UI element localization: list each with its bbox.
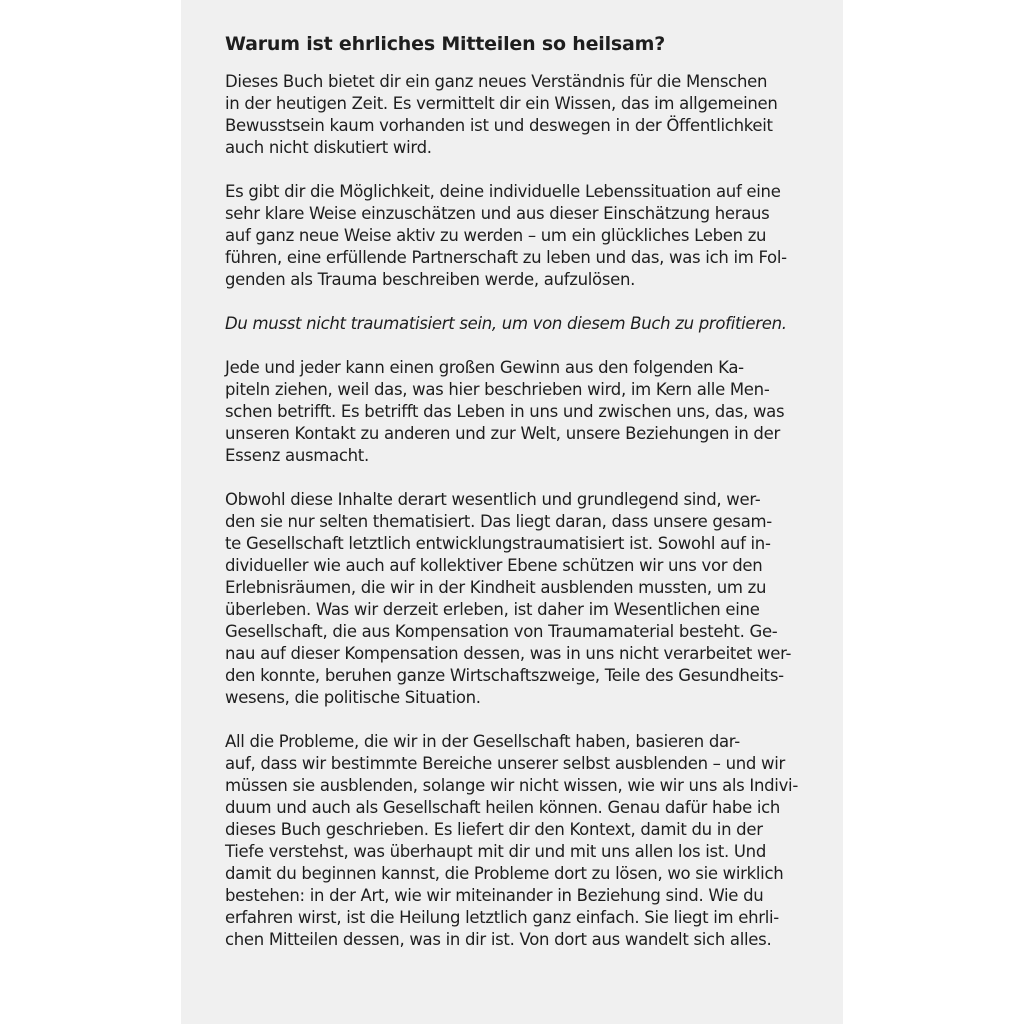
text-line: schen betrifft. Es betrifft das Leben in uns und zwischen uns, das, was: [225, 402, 785, 421]
text-line: Jede und jeder kann einen großen Gewinn aus den folgenden Ka-: [225, 358, 744, 377]
text-line: Bewusstsein kaum vorhanden ist und deswegen in der Öffentlichkeit: [225, 116, 773, 135]
paragraph-1: [225, 181, 805, 291]
text-line: Gesellschaft, die aus Kompensation von Traumamaterial besteht. Ge-: [225, 622, 778, 641]
paragraph-3: [225, 357, 805, 467]
page-content: [225, 30, 805, 951]
text-line: piteln ziehen, weil das, was hier beschrieben wird, im Kern alle Men-: [225, 380, 770, 399]
text-line: bestehen: in der Art, wie wir miteinander in Beziehung sind. Wie du: [225, 886, 764, 905]
text-line: in der heutigen Zeit. Es vermittelt dir ein Wissen, das im allgemeinen: [225, 94, 778, 113]
text-line: Erlebnisräumen, die wir in der Kindheit ausblenden mussten, um zu: [225, 578, 767, 597]
text-line: führen, eine erfüllende Partnerschaft zu leben und das, was ich im Fol-: [225, 248, 787, 267]
text-line: All die Probleme, die wir in der Gesellschaft haben, basieren dar-: [225, 732, 740, 751]
paragraph-4: [225, 489, 805, 709]
text-line: te Gesellschaft letztlich entwicklungstraumatisiert ist. Sowohl auf in-: [225, 534, 771, 553]
text-line: genden als Trauma beschreiben werde, aufzulösen.: [225, 270, 636, 289]
text-line: auch nicht diskutiert wird.: [225, 138, 432, 157]
text-line: dividueller wie auch auf kollektiver Ebene schützen wir uns vor den: [225, 556, 763, 575]
text-line: Du musst nicht traumatisiert sein, um von diesem Buch zu profitieren.: [225, 314, 787, 333]
text-line: auf ganz neue Weise aktiv zu werden – um ein glückliches Leben zu: [225, 226, 767, 245]
text-line: den konnte, beruhen ganze Wirtschaftszweige, Teile des Gesundheits-: [225, 666, 784, 685]
chapter-title: Warum ist ehrliches Mitteilen so heilsam?: [225, 33, 666, 55]
italic-statement: [225, 313, 805, 335]
lead-paragraph: [225, 71, 805, 159]
text-line: wesens, die politische Situation.: [225, 688, 481, 707]
text-line: unseren Kontakt zu anderen und zur Welt, unsere Beziehungen in der: [225, 424, 780, 443]
text-line: chen Mitteilen dessen, was in dir ist. Von dort aus wandelt sich alles.: [225, 930, 772, 949]
text-line: nau auf dieser Kompensation dessen, was in uns nicht verarbeitet wer-: [225, 644, 792, 663]
text-line: müssen sie ausblenden, solange wir nicht wissen, wie wir uns als Indivi-: [225, 776, 798, 795]
text-line: damit du beginnen kannst, die Probleme dort zu lösen, wo sie wirklich: [225, 864, 784, 883]
text-line: den sie nur selten thematisiert. Das liegt daran, dass unsere gesam-: [225, 512, 772, 531]
text-line: auf, dass wir bestimmte Bereiche unserer selbst ausblenden – und wir: [225, 754, 785, 773]
text-line: dieses Buch geschrieben. Es liefert dir den Kontext, damit du in der: [225, 820, 763, 839]
text-line: sehr klare Weise einzuschätzen und aus dieser Einschätzung heraus: [225, 204, 770, 223]
text-line: erfahren wirst, ist die Heilung letztlich ganz einfach. Sie liegt im ehrli-: [225, 908, 779, 927]
text-line: Dieses Buch bietet dir ein ganz neues Verständnis für die Menschen: [225, 72, 768, 91]
text-line: Tiefe verstehst, was überhaupt mit dir und mit uns allen los ist. Und: [225, 842, 767, 861]
book-page: [181, 0, 843, 1024]
paragraph-5: [225, 731, 805, 951]
text-line: duum und auch als Gesellschaft heilen können. Genau dafür habe ich: [225, 798, 781, 817]
text-line: Obwohl diese Inhalte derart wesentlich und grundlegend sind, wer-: [225, 490, 761, 509]
text-line: Essenz ausmacht.: [225, 446, 369, 465]
text-line: überleben. Was wir derzeit erleben, ist daher im Wesentlichen eine: [225, 600, 760, 619]
text-line: Es gibt dir die Möglichkeit, deine individuelle Lebenssituation auf eine: [225, 182, 781, 201]
